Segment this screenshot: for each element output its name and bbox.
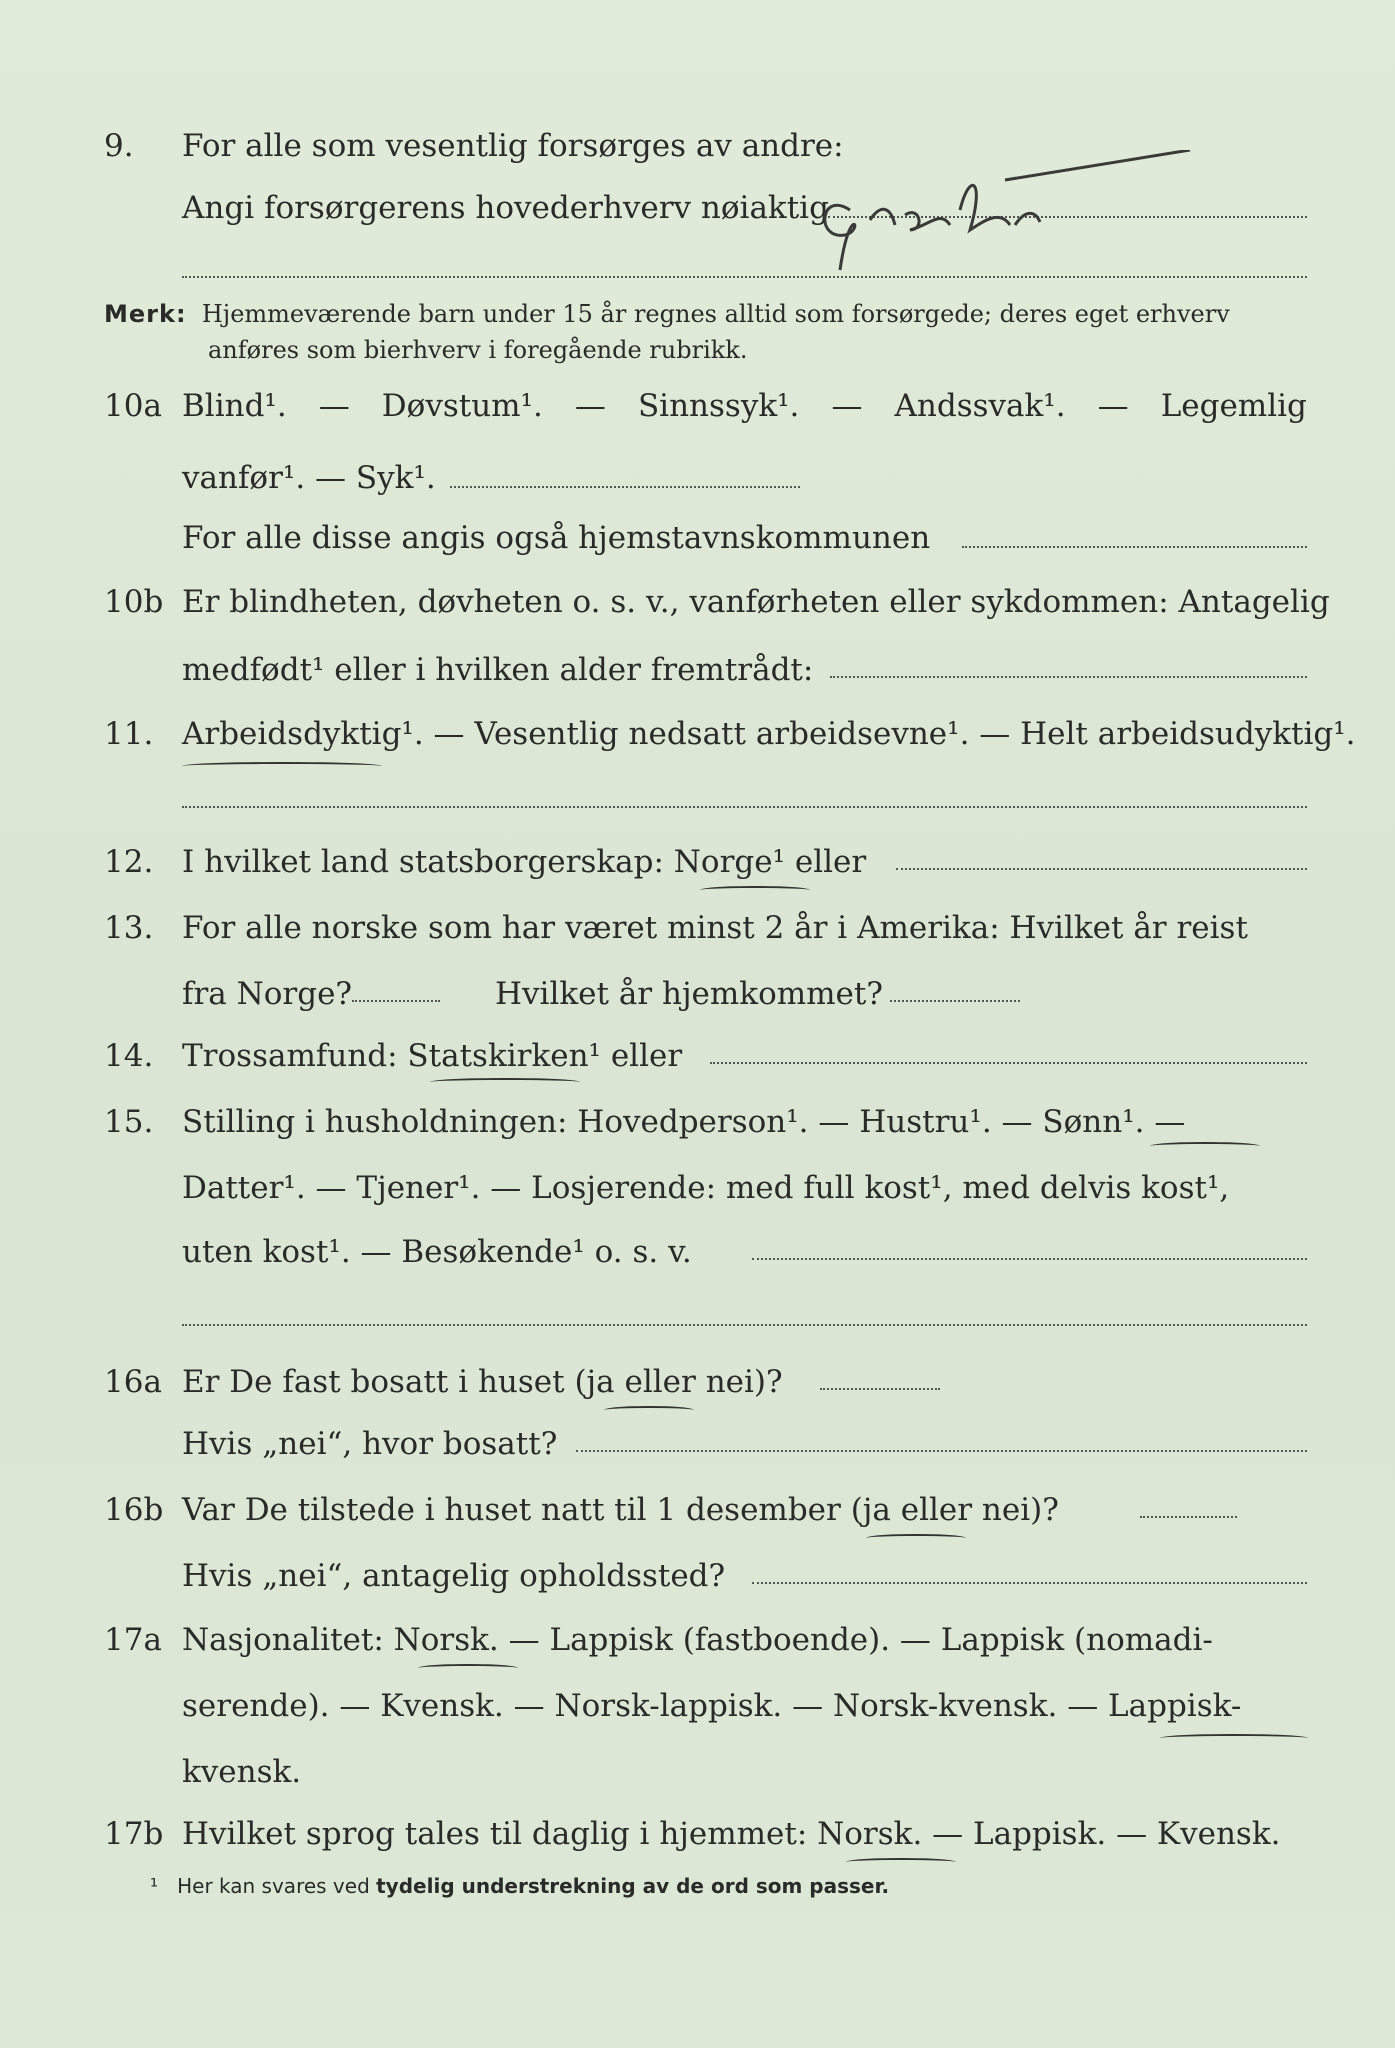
handwritten-underline	[866, 1534, 966, 1542]
question-text-a: fra Norge?	[182, 976, 353, 1012]
question-number: 16a	[104, 1364, 162, 1400]
question-text: Hvilket sprog tales til daglig i hjemmet: Norsk. — Lappisk. — Kvensk.	[182, 1816, 1281, 1852]
answer-line[interactable]	[710, 1062, 1307, 1064]
handwritten-underline	[182, 762, 382, 770]
handwritten-underline	[430, 1078, 580, 1086]
question-number: 10b	[104, 584, 164, 620]
question-text: Arbeidsdyktig¹. — Vesentlig nedsatt arbeidsevne¹. — Helt arbeidsudyktig¹.	[182, 716, 1356, 752]
handwritten-underline	[1150, 1142, 1260, 1150]
answer-line[interactable]	[450, 486, 800, 488]
answer-line[interactable]	[182, 1324, 1307, 1326]
footnote-text-a: Her kan svares ved	[177, 1874, 370, 1898]
handwritten-underline	[846, 1858, 956, 1866]
option-andssvak[interactable]: Andssvak¹.	[894, 388, 1066, 424]
option-dovstum[interactable]: Døvstum¹.	[381, 388, 543, 424]
handwritten-answer-signature	[810, 150, 1210, 280]
question-text: Angi forsørgerens hovederhverv nøiaktig	[182, 190, 829, 226]
question-number: 12.	[104, 844, 154, 880]
answer-line[interactable]	[182, 806, 1307, 808]
answer-line[interactable]	[576, 1450, 1307, 1452]
separator-line	[182, 276, 1307, 278]
footnote-text-b: tydelig understrekning av de ord som passer.	[376, 1874, 890, 1898]
answer-line[interactable]	[962, 546, 1307, 548]
question-text: Trossamfund: Statskirken¹ eller	[182, 1038, 683, 1074]
question-text: uten kost¹. — Besøkende¹ o. s. v.	[182, 1234, 692, 1270]
question-text: vanfør¹. — Syk¹.	[182, 460, 436, 496]
question-text: Datter¹. — Tjener¹. — Losjerende: med full kost¹, med delvis kost¹,	[182, 1170, 1230, 1206]
footnote	[150, 1873, 889, 1899]
question-number: 17a	[104, 1622, 162, 1658]
question-text: Hvis „nei“, hvor bosatt?	[182, 1426, 558, 1462]
dash: —	[831, 388, 863, 424]
question-number: 17b	[104, 1816, 164, 1852]
answer-line[interactable]	[896, 868, 1307, 870]
answer-line[interactable]	[752, 1582, 1307, 1584]
question-number: 16b	[104, 1492, 164, 1528]
handwritten-underline	[418, 1664, 518, 1672]
dash: —	[1097, 388, 1129, 424]
handwritten-underline	[1160, 1734, 1308, 1742]
question-number: 9.	[104, 128, 134, 164]
note-text-2: anføres som bierhverv i foregående rubrikk.	[208, 336, 748, 364]
option-blind[interactable]: Blind¹.	[182, 388, 287, 424]
question-text: Er De fast bosatt i huset (ja eller nei)?	[182, 1364, 783, 1400]
question-text: Stilling i husholdningen: Hovedperson¹. — Hustru¹. — Sønn¹. —	[182, 1104, 1186, 1140]
question-text: Hvis „nei“, antagelig opholdssted?	[182, 1558, 726, 1594]
question-text: For alle som vesentlig forsørges av andre:	[182, 128, 844, 164]
question-number: 10a	[104, 388, 162, 424]
answer-line[interactable]	[1140, 1516, 1237, 1518]
answer-line[interactable]	[820, 1388, 940, 1390]
question-text-b: Hvilket år hjemkommet?	[495, 976, 883, 1012]
question-text: For alle disse angis også hjemstavnskommunen	[182, 520, 931, 556]
question-number: 11.	[104, 716, 154, 752]
handwritten-underline	[604, 1406, 694, 1414]
dash: —	[574, 388, 606, 424]
answer-line[interactable]	[352, 1000, 440, 1002]
note-block	[104, 296, 1314, 368]
dash: —	[318, 388, 350, 424]
answer-line[interactable]	[830, 676, 1307, 678]
note-label: Merk:	[104, 300, 187, 328]
question-text: I hvilket land statsborgerskap: Norge¹ eller	[182, 844, 867, 880]
question-text: serende). — Kvensk. — Norsk-lappisk. — Norsk-kvensk. — Lappisk-	[182, 1688, 1242, 1724]
question-text: medfødt¹ eller i hvilken alder fremtrådt:	[182, 652, 814, 688]
answer-line[interactable]	[890, 1000, 1020, 1002]
question-number: 15.	[104, 1104, 154, 1140]
question-text: kvensk.	[182, 1754, 302, 1790]
question-text: Nasjonalitet: Norsk. — Lappisk (fastboende). — Lappisk (nomadi-	[182, 1622, 1213, 1658]
question-options	[182, 386, 1307, 426]
note-text-1: Hjemmeværende barn under 15 år regnes alltid som forsørgede; deres eget erhverv	[201, 300, 1230, 328]
question-number: 14.	[104, 1038, 154, 1074]
footnote-mark: ¹	[150, 1874, 159, 1898]
option-sinnssyk[interactable]: Sinnssyk¹.	[637, 388, 800, 424]
answer-line[interactable]	[752, 1258, 1307, 1260]
question-text: Var De tilstede i huset natt til 1 desember (ja eller nei)?	[182, 1492, 1059, 1528]
question-text: For alle norske som har været minst 2 år i Amerika: Hvilket år reist	[182, 910, 1248, 946]
option-legemlig[interactable]: Legemlig	[1160, 388, 1307, 424]
question-text: Er blindheten, døvheten o. s. v., vanførheten eller sykdommen: Antagelig	[182, 584, 1330, 620]
question-number: 13.	[104, 910, 154, 946]
handwritten-underline	[700, 886, 810, 894]
